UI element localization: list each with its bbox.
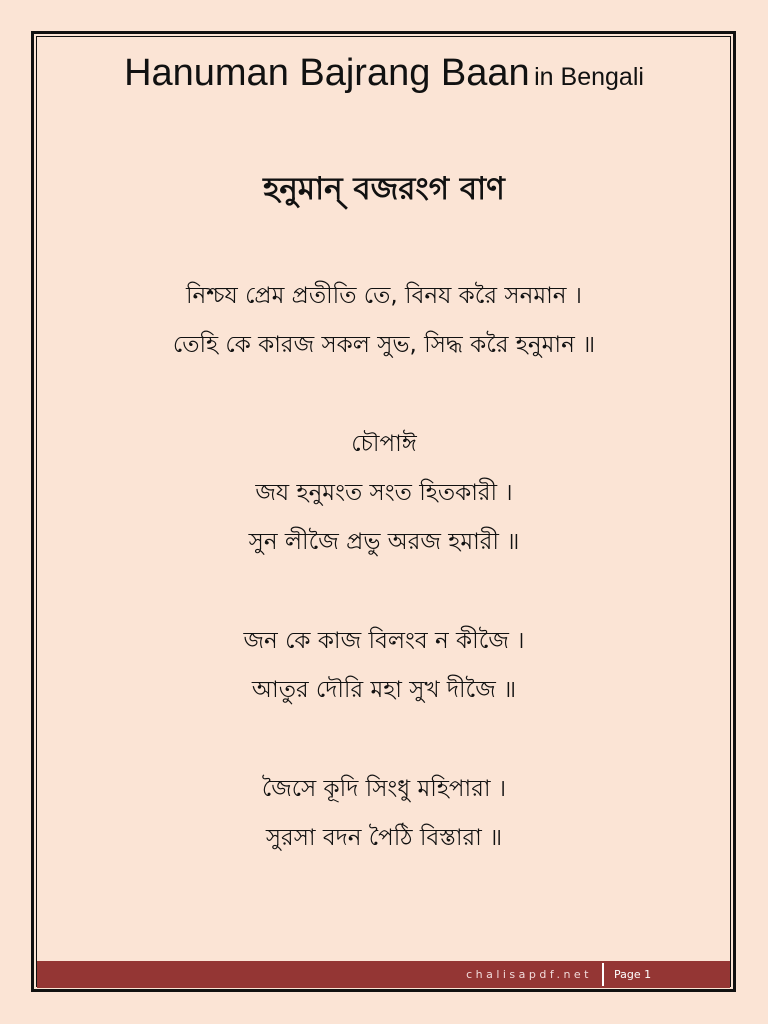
section-label: চৌপাঈ xyxy=(351,431,417,457)
verse-line: তেহি কে কারজ সকল সুভ, সিদ্ধ করৈ হনুমান ॥ xyxy=(172,332,596,358)
verse-line: জন কে কাজ বিলংব ন কীজৈ । xyxy=(243,628,525,654)
verse-line: জয হনুমংত সংত হিতকারী । xyxy=(255,480,513,506)
verse-line: সুরসা বদন পৈঠি বিস্তারা ॥ xyxy=(265,825,503,851)
page-title-main: Hanuman Bajrang Baan xyxy=(124,52,530,94)
footer-divider xyxy=(602,963,604,986)
verse-line: জৈসে কূদি সিংধু মহিপারা । xyxy=(261,776,507,802)
verse-line: আতুর দৌরি মহা সুখ দীজৈ ॥ xyxy=(251,677,517,703)
page-title xyxy=(0,52,768,95)
verse-line: সুন লীজৈ প্রভু অরজ হমারী ॥ xyxy=(248,529,520,555)
footer-bar xyxy=(37,961,730,988)
footer-page-number: Page 1 xyxy=(614,968,652,981)
page-title-subtitle: in Bengali xyxy=(534,63,644,91)
bengali-heading: হনুমান্ বজরংগ বাণ xyxy=(263,171,505,207)
verse-line: নিশ্চয প্রেম প্রতীতি তে, বিনয করৈ সনমান । xyxy=(185,283,583,309)
verses-block xyxy=(0,272,768,863)
footer-site-link[interactable]: chalisapdf.net xyxy=(466,968,592,981)
